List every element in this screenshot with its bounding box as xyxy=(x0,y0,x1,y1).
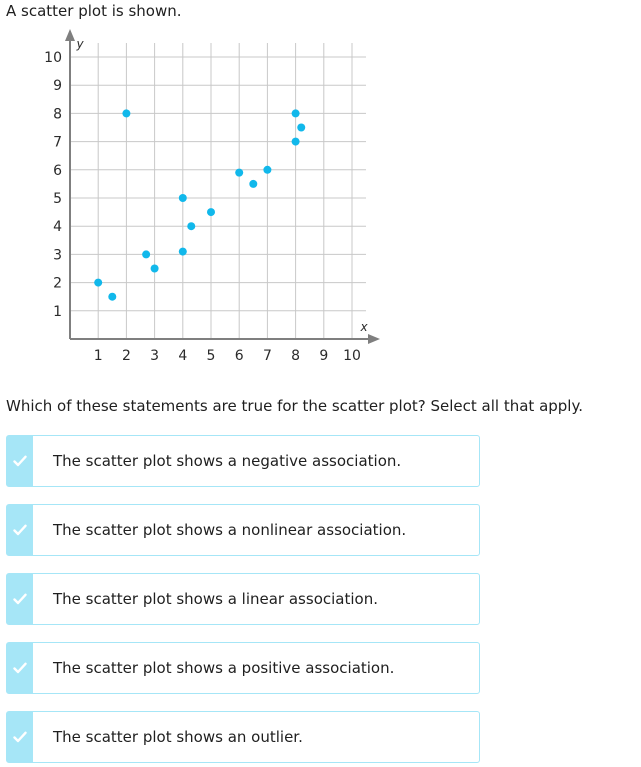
choice-linear-association[interactable] xyxy=(6,573,480,625)
check-icon xyxy=(13,731,27,743)
x-tick-label: 1 xyxy=(93,348,103,364)
data-point xyxy=(292,138,300,146)
data-point xyxy=(249,180,257,188)
choice-label: The scatter plot shows a nonlinear association. xyxy=(53,520,407,539)
x-tick-label: 8 xyxy=(291,348,301,364)
x-tick-label: 9 xyxy=(319,348,329,364)
choice-label: The scatter plot shows an outlier. xyxy=(53,727,303,746)
check-icon xyxy=(13,662,27,674)
y-tick-label: 6 xyxy=(53,162,62,179)
x-tick-label: 2 xyxy=(121,348,131,364)
y-tick-label: 2 xyxy=(53,275,62,292)
choice-label: The scatter plot shows a linear association. xyxy=(53,589,378,608)
choice-outlier[interactable] xyxy=(6,711,480,763)
choice-label: The scatter plot shows a positive association. xyxy=(53,658,395,677)
choice-nonlinear-association[interactable] xyxy=(6,504,480,556)
data-point xyxy=(142,250,150,258)
y-axis-arrow-icon xyxy=(65,29,75,41)
y-tick-label: 5 xyxy=(53,191,62,207)
data-point xyxy=(179,248,187,256)
check-icon xyxy=(13,593,27,605)
data-point xyxy=(94,279,102,287)
y-tick-label: 3 xyxy=(53,247,62,264)
choice-negative-association[interactable] xyxy=(6,435,480,487)
choice-positive-association[interactable] xyxy=(6,642,480,694)
data-point xyxy=(187,222,195,230)
data-point xyxy=(263,166,271,174)
data-point xyxy=(108,293,116,301)
tick-labels xyxy=(44,50,361,364)
y-tick-label: 4 xyxy=(53,219,62,236)
checkbox-tab[interactable] xyxy=(7,643,33,693)
check-icon xyxy=(13,455,27,467)
data-point xyxy=(151,265,159,273)
checkbox-tab[interactable] xyxy=(7,436,33,486)
y-axis-label: y xyxy=(76,37,84,51)
x-axis-arrow-icon xyxy=(368,334,380,344)
x-axis-label: x xyxy=(360,320,368,334)
y-tick-label: 9 xyxy=(53,78,62,95)
checkbox-tab[interactable] xyxy=(7,574,33,624)
x-tick-label: 10 xyxy=(343,348,361,364)
check-icon xyxy=(13,524,27,536)
x-tick-label: 4 xyxy=(178,348,188,364)
x-tick-label: 5 xyxy=(206,348,216,364)
x-tick-label: 6 xyxy=(234,348,244,364)
y-tick-label: 7 xyxy=(53,134,62,151)
checkbox-tab[interactable] xyxy=(7,505,33,555)
data-point xyxy=(207,208,215,216)
x-tick-label: 3 xyxy=(150,348,160,364)
choice-label: The scatter plot shows a negative association. xyxy=(53,451,402,470)
data-point xyxy=(122,109,130,117)
scatter-plot xyxy=(0,0,641,380)
data-point xyxy=(297,124,305,132)
y-tick-label: 1 xyxy=(53,303,62,320)
y-tick-label: 10 xyxy=(44,50,62,66)
data-point xyxy=(292,109,300,117)
data-point xyxy=(235,169,243,177)
prompt-text: A scatter plot is shown. xyxy=(6,2,182,20)
question-text: Which of these statements are true for the scatter plot? Select all that apply. xyxy=(6,397,583,415)
x-tick-label: 7 xyxy=(262,348,272,364)
data-point xyxy=(179,194,187,202)
y-tick-label: 8 xyxy=(53,106,62,123)
data-points xyxy=(94,109,305,300)
checkbox-tab[interactable] xyxy=(7,712,33,762)
